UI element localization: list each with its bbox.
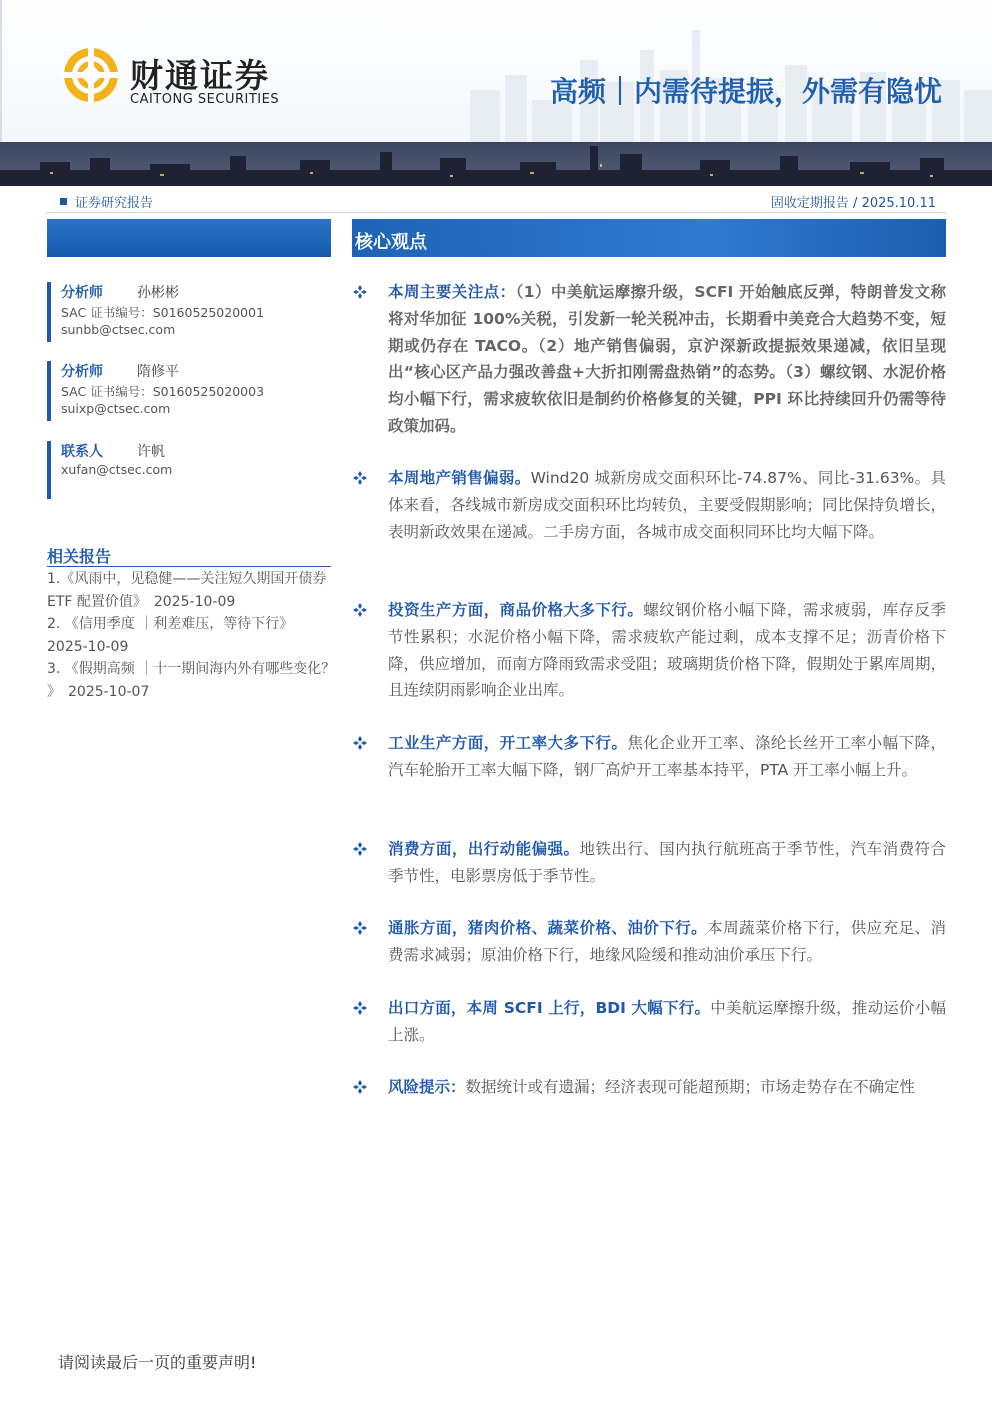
sidebar-header-bar: [47, 219, 331, 257]
caitong-logo-icon: [62, 46, 120, 104]
logo-chinese-name: 财通证券: [130, 56, 270, 95]
core-point-text: [388, 915, 946, 969]
core-point: [352, 279, 946, 440]
core-point-head: 投资生产方面，商品价格大多下行。: [388, 601, 644, 619]
report-title: 高频｜内需待提振，外需有隐忧: [549, 75, 942, 108]
core-point-text: [388, 836, 946, 890]
disclaimer-note: 请阅读最后一页的重要声明!: [58, 1353, 257, 1372]
core-point: [352, 995, 946, 1049]
city-night-photo: [0, 142, 992, 186]
report-type-text: 证券研究报告: [75, 196, 154, 211]
core-point-body: 地铁出行、国内执行航班高于季节性，汽车消费符合季节性，电影票房低于季节性。: [388, 840, 946, 885]
analyst-card: [47, 361, 331, 421]
core-point-text: [388, 597, 946, 704]
risk-point-text: [388, 1074, 946, 1101]
related-reports-title: 相关报告: [47, 547, 112, 566]
related-report-item[interactable]: 1.《风雨中，见稳健——关注短久期国开债券 ETF 配置价值》 2025-10-09: [47, 571, 327, 610]
core-point-head: 通胀方面，猪肉价格、蔬菜价格、油价下行。: [388, 919, 708, 937]
core-point: [352, 836, 946, 890]
contact-email[interactable]: xufan@ctsec.com: [61, 462, 173, 477]
diamond-bullet-icon: [352, 920, 368, 936]
core-point: [352, 915, 946, 969]
diamond-bullet-icon: [352, 602, 368, 618]
analyst-accent-bar: [47, 282, 51, 342]
core-view-title: 核心观点: [355, 232, 427, 253]
risk-point: [352, 1074, 946, 1101]
contact-name: 许帆: [137, 444, 165, 460]
core-point-head: 本周地产销售偏弱。: [388, 469, 531, 487]
diamond-bullet-icon: [352, 841, 368, 857]
core-point-text: [388, 465, 946, 545]
left-edge-line: [0, 0, 2, 142]
core-point-text: [388, 995, 946, 1049]
core-view-header: [352, 219, 946, 257]
diamond-bullet-icon: [352, 284, 368, 300]
contact-card: [47, 441, 331, 499]
core-point-body: 螺纹钢价格小幅下降，需求疲弱，库存反季节性累积；水泥价格小幅下降，需求疲软产能过剩，成本支撑不足；沥青价格下降，供应增加，而南方降雨致需求受阻；玻璃期货价格下降，假期处于累库周期，且连续阴雨影响企业出库。: [388, 601, 947, 700]
core-point-body: Wind20 城新房成交面积环比-74.87%、同比-31.63%。具体来看，各线城市新房成交面积环比均转负，主要受假期影响；同比保持负增长，表明新政效果在递减。二手房方面，各城市成交面积同环比均大幅下降。: [388, 469, 947, 541]
diamond-bullet-icon: [352, 1000, 368, 1016]
contact-role: 联系人: [61, 444, 103, 460]
core-point-head: 本周主要关注点：: [388, 283, 516, 301]
analyst-role: 分析师: [61, 364, 103, 380]
analyst-cert: SAC 证书编号：S0160525020001: [61, 305, 265, 320]
square-bullet-icon: [60, 198, 67, 205]
divider: [46, 212, 946, 213]
analyst-card: [47, 282, 331, 342]
core-point: [352, 465, 946, 545]
related-report-item[interactable]: 3. 《假期高频 ｜十一期间海内外有哪些变化？ 》 2025-10-07: [47, 661, 336, 700]
diamond-bullet-icon: [352, 470, 368, 486]
logo-english-name: CAITONG SECURITIES: [130, 92, 280, 107]
report-category-date: 固收定期报告 / 2025.10.11: [770, 196, 936, 211]
related-report-item[interactable]: 2. 《信用季度 ｜利差难压，等待下行》 2025-10-09: [47, 616, 301, 655]
company-logo: [62, 46, 302, 110]
core-point-body: 中美航运摩擦升级，推动运价小幅上涨。: [388, 999, 946, 1044]
analyst-email[interactable]: suixp@ctsec.com: [61, 401, 171, 416]
risk-point-body: 数据统计或有遗漏；经济表现可能超预期；市场走势存在不确定性: [465, 1078, 916, 1096]
analyst-email[interactable]: sunbb@ctsec.com: [61, 322, 176, 337]
core-point: [352, 597, 946, 704]
analyst-role: 分析师: [61, 285, 103, 301]
risk-point-head: 风险提示：: [388, 1078, 466, 1096]
analyst-name: 孙彬彬: [137, 285, 179, 301]
diamond-bullet-icon: [352, 1079, 368, 1095]
header-band: [0, 0, 992, 142]
core-point-text: [388, 730, 946, 784]
core-point-text: [388, 279, 946, 440]
diamond-bullet-icon: [352, 735, 368, 751]
analyst-cert: SAC 证书编号：S0160525020003: [61, 384, 265, 399]
analyst-accent-bar: [47, 361, 51, 421]
core-point-head: 工业生产方面，开工率大多下行。: [388, 734, 628, 752]
core-point-head: 出口方面，本周 SCFI 上行，BDI 大幅下行。: [388, 999, 711, 1017]
contact-accent-bar: [47, 441, 51, 499]
core-point-head: 消费方面，出行动能偏强。: [388, 840, 580, 858]
core-point: [352, 730, 946, 784]
core-point-body: 本周蔬菜价格下行，供应充足、消费需求减弱；原油价格下行，地缘风险缓和推动油价承压下行。: [388, 919, 946, 964]
core-point-body: 焦化企业开工率、涤纶长丝开工率小幅下降，汽车轮胎开工率大幅下降，钢厂高炉开工率基本持平，PTA 开工率小幅上升。: [388, 734, 946, 779]
related-reports-divider: [47, 566, 331, 567]
analyst-name: 隋修平: [137, 364, 179, 380]
core-point-body: （1）中美航运摩擦升级，SCFI 开始触底反弹，特朗普发文称将对华加征 100%关税，引发新一轮关税冲击，长期看中美竞合大趋势不变，短期或仍存在 TACO。（2）地产销售偏弱，京沪深新政提振效果递减，依旧呈现出“核心区产品力强改善盘+大折扣刚需盘热销”的态势。（3）螺纹钢、水泥价格均小幅下行，需求疲软依旧是制约价格修复的关键，PPI 环比持续回升仍需等待政策加码。: [388, 283, 946, 435]
report-type-label: [60, 192, 153, 211]
